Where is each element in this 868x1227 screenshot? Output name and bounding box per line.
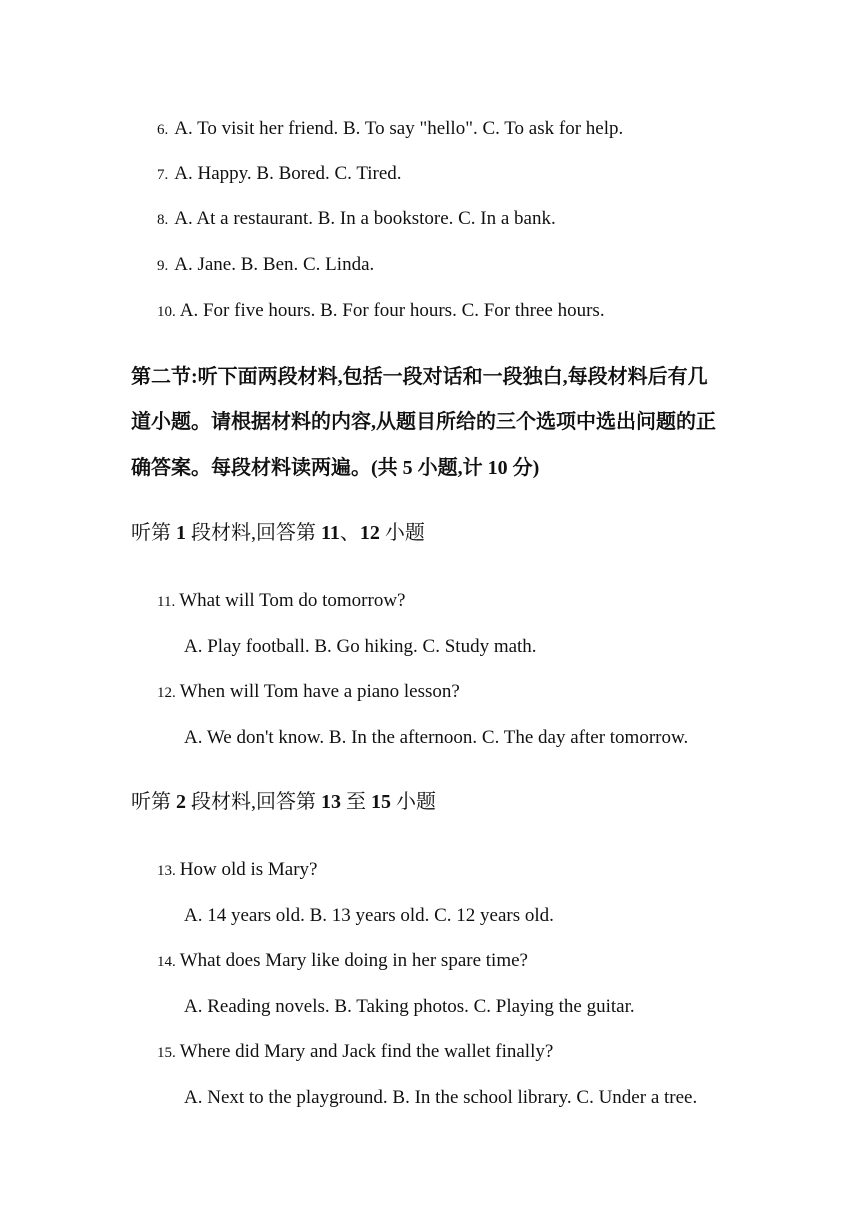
- item-6: [157, 117, 623, 142]
- question-15: [157, 1040, 553, 1065]
- section2-heading-line1: 第二节:听下面两段材料,包括一段对话和一段独白,每段材料后有几: [131, 366, 708, 388]
- item-9: [157, 253, 374, 278]
- instruction-number: 15: [371, 791, 391, 813]
- question-text: What does Mary like doing in her spare time?: [179, 950, 528, 971]
- question-number: 14.: [157, 954, 176, 970]
- material2-instruction: [131, 790, 436, 814]
- question-13: [157, 858, 317, 883]
- question-12-options: A. We don't know. B. In the afternoon. C. The day after tomorrow.: [184, 727, 689, 748]
- instruction-text: 小题: [379, 522, 425, 544]
- instruction-text: 、: [339, 522, 360, 544]
- instruction-text: 听第: [131, 522, 176, 544]
- instruction-number: 13: [321, 791, 341, 813]
- item-number: 8.: [157, 212, 169, 228]
- question-13-options: A. 14 years old. B. 13 years old. C. 12 years old.: [184, 905, 554, 926]
- question-15-options: A. Next to the playground. B. In the school library. C. Under a tree.: [184, 1087, 698, 1108]
- item-7: [157, 162, 402, 187]
- question-14-options: A. Reading novels. B. Taking photos. C. Playing the guitar.: [184, 996, 635, 1017]
- question-number: 11.: [157, 594, 176, 610]
- question-number: 15.: [157, 1045, 176, 1061]
- question-number: 13.: [157, 863, 176, 879]
- item-10: [157, 299, 605, 324]
- section2-heading-line3: 确答案。每段材料读两遍。(共 5 小题,计 10 分): [131, 457, 540, 479]
- question-11: [157, 589, 406, 614]
- instruction-text: 至: [341, 791, 371, 813]
- question-text: What will Tom do tomorrow?: [179, 590, 406, 611]
- item-8: [157, 207, 556, 232]
- item-number: 7.: [157, 167, 169, 183]
- instruction-text: 段材料,回答第: [186, 791, 321, 813]
- question-text: Where did Mary and Jack find the wallet finally?: [179, 1041, 554, 1062]
- question-text: How old is Mary?: [179, 859, 318, 880]
- instruction-text: 段材料,回答第: [186, 522, 321, 544]
- section2-heading-line2: 道小题。请根据材料的内容,从题目所给的三个选项中选出问题的正: [131, 411, 716, 433]
- item-number: 9.: [157, 258, 169, 274]
- item-options: A. For five hours. B. For four hours. C. For three hours.: [179, 300, 605, 321]
- instruction-number: 2: [176, 791, 186, 813]
- instruction-number: 12: [359, 522, 380, 544]
- item-options: A. Happy. B. Bored. C. Tired.: [174, 163, 402, 184]
- item-options: A. To visit her friend. B. To say "hello". C. To ask for help.: [174, 118, 624, 139]
- item-number: 6.: [157, 122, 169, 138]
- question-12: [157, 680, 460, 705]
- instruction-text: 听第: [131, 791, 176, 813]
- question-14: [157, 949, 528, 974]
- item-options: A. Jane. B. Ben. C. Linda.: [174, 254, 375, 275]
- instruction-text: 小题: [391, 791, 436, 813]
- material1-instruction: [131, 521, 425, 545]
- question-number: 12.: [157, 685, 176, 701]
- instruction-number: 1: [176, 522, 186, 544]
- question-text: When will Tom have a piano lesson?: [179, 681, 460, 702]
- instruction-number: 11: [321, 522, 340, 544]
- item-number: 10.: [157, 304, 176, 320]
- item-options: A. At a restaurant. B. In a bookstore. C. In a bank.: [174, 208, 556, 229]
- question-11-options: A. Play football. B. Go hiking. C. Study math.: [184, 636, 537, 657]
